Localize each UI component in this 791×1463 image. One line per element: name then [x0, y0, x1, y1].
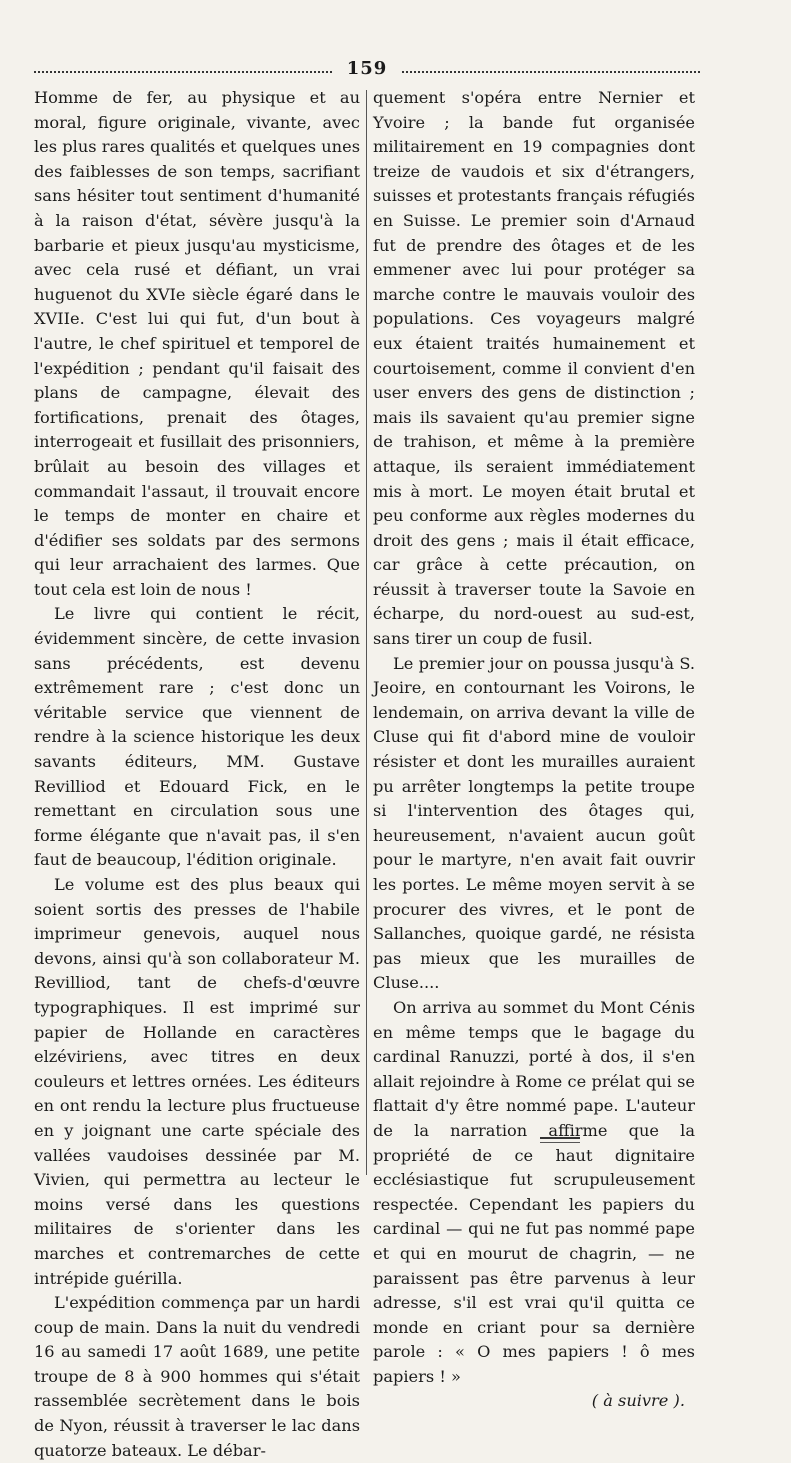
- page-number: 159: [346, 58, 388, 79]
- header-rule-right: [402, 71, 700, 73]
- column-divider: [366, 90, 367, 1175]
- paragraph: On arriva au sommet du Mont Cénis en même temps que le bagage du cardinal Ranuzzi, porté à dos, il s'en allait rejoindre à Rome ce prélat qui se flattait d'y être nommé pape. L'auteur de la narration affirme que la propriété de ce haut dignitaire ecclésiastique fut scrupuleusement respectée. Cependant les papiers du cardinal — qui ne fut pas nommé pape et qui en mourut de chagrin, — ne paraissent pas être parvenus à leur adresse, s'il est vrai qu'il quitta ce monde en criant pour sa dernière parole : « O mes papiers ! ô mes papiers ! »: [373, 997, 695, 1386]
- to-be-continued: ( à suivre ).: [591, 1391, 685, 1411]
- end-rule: [540, 1137, 580, 1139]
- paragraph: Le livre qui contient le récit, évidemment sincère, de cette invasion sans précédents, est devenu extrêmement rare ; c'est donc un véritable service que viennent de rendre à la science historique les deux savants éditeurs, MM. Gustave Revilliod et Edouard Fick, en le remettant en circulation sous une forme élégante que n'avait pas, il s'en faut de beaucoup, l'édition originale.: [34, 604, 360, 870]
- left-column: [34, 86, 360, 1463]
- page-header: [34, 58, 700, 80]
- end-rule-thin: [540, 1142, 580, 1143]
- paragraph: quement s'opéra entre Nernier et Yvoire ; la bande fut organisée militairement en 19 compagnies dont treize de vaudois et six d'étrangers, suisses et protestants français réfugiés en Suisse. Le premier soin d'Arnaud fut de prendre des ôtages et de les emmener avec lui pour protéger sa marche contre le mauvais vouloir des populations. Ces voyageurs malgré eux étaient traités humainement et courtoisement, comme il convient d'en user envers des gens de distinction ; mais ils savaient qu'au premier signe de trahison, et même à la première attaque, ils seraient immédiatement mis à mort. Le moyen était brutal et peu conforme aux règles modernes du droit des gens ; mais il était efficace, car grâce à cette précaution, on réussit à traverser toute la Savoie en écharpe, du nord-ouest au sud-est, sans tirer un coup de fusil.: [373, 88, 695, 649]
- paragraph: L'expédition commença par un hardi coup de main. Dans la nuit du vendredi 16 au samedi 17 août 1689, une petite troupe de 8 à 900 hommes qui s'était rassemblée secrètement dans le bois de Nyon, réussit à traverser le lac dans quatorze bateaux. Le débar-: [34, 1293, 360, 1460]
- header-rule-left: [34, 71, 332, 73]
- paragraph: Le volume est des plus beaux qui soient sortis des presses de l'habile imprimeur genevois, auquel nous devons, ainsi qu'à son collaborateur M. Revilliod, tant de chefs-d'œuvre typographiques. Il est imprimé sur papier de Hollande en caractères elzéviriens, avec titres en deux couleurs et lettres ornées. Les éditeurs en ont rendu la lecture plus fructueuse en y joignant une carte spéciale des vallées vaudoises dessinée par M. Vivien, qui permettra au lecteur le moins versé dans les questions militaires de s'orienter dans les marches et contremarches de cette intrépide guérilla.: [34, 875, 360, 1288]
- right-column: [373, 86, 695, 1414]
- paragraph: Homme de fer, au physique et au moral, figure originale, vivante, avec les plus rares qualités et quelques unes des faiblesses de son temps, sacrifiant sans hésiter tout sentiment d'humanité à la raison d'état, sévère jusqu'à la barbarie et pieux jusqu'au mysticisme, avec cela rusé et défiant, un vrai huguenot du XVIe siècle égaré dans le XVIIe. C'est lui qui fut, d'un bout à l'autre, le chef spirituel et temporel de l'expédition ; pendant qu'il faisait des plans de campagne, élevait des fortifications, prenait des ôtages, interrogeait et fusillait des prisonniers, brûlait au besoin des villages et commandait l'assaut, il trouvait encore le temps de monter en chaire et d'édifier ses soldats par des sermons qui leur arrachaient des larmes. Que tout cela est loin de nous !: [34, 88, 360, 599]
- paragraph: Le premier jour on poussa jusqu'à S. Jeoire, en contournant les Voirons, le lendemain, on arriva devant la ville de Cluse qui fit d'abord mine de vouloir résister et dont les murailles auraient pu arrêter longtemps la petite troupe si l'intervention des ôtages qui, heureusement, n'avaient aucun goût pour le martyre, n'en avait fait ouvrir les portes. Le même moyen servit à se procurer des vivres, et le pont de Sallanches, quoique gardé, ne résista pas mieux que les murailles de Cluse....: [373, 653, 695, 993]
